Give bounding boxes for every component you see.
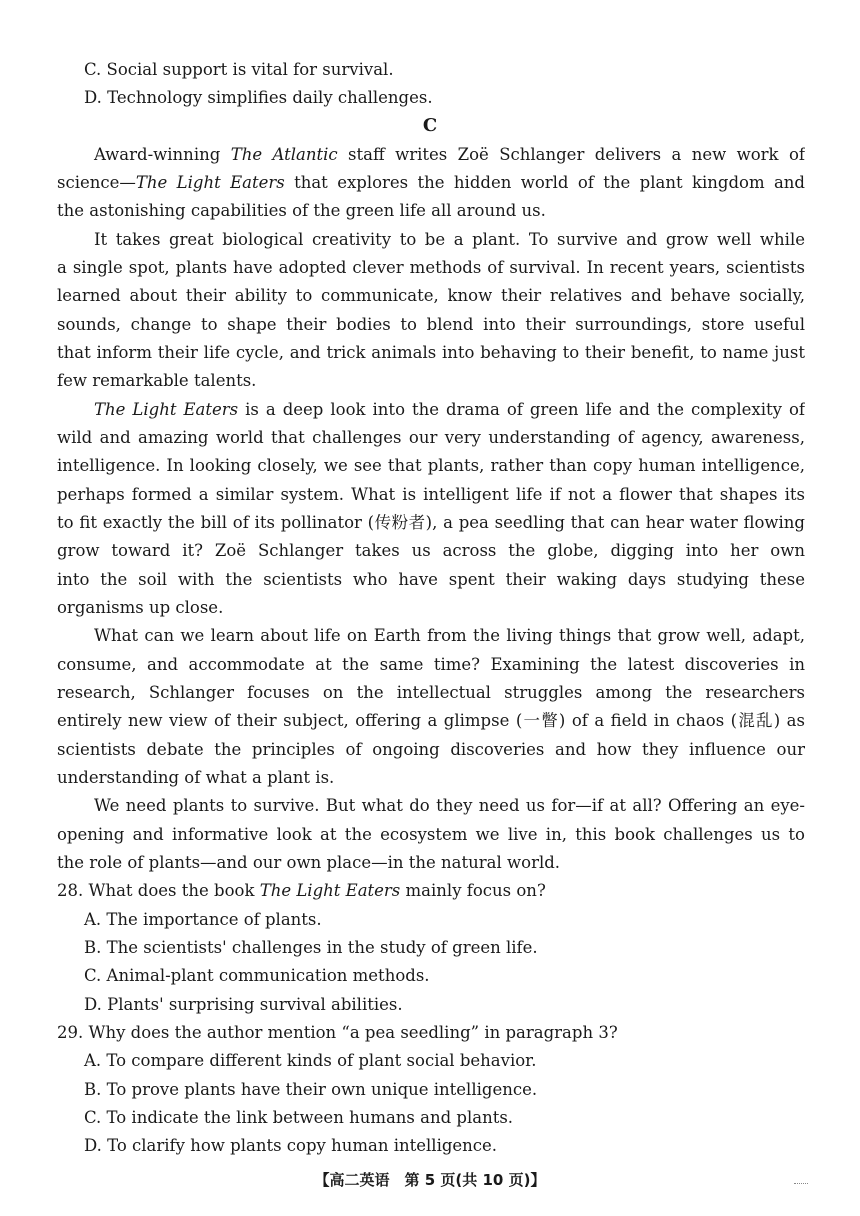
paragraph-4-line: understanding of what a plant is.: [57, 768, 335, 787]
corner-mark: [794, 1183, 808, 1186]
question-29-stem: 29. Why does the author mention “a pea seedling” in paragraph 3?: [57, 1023, 618, 1042]
paragraph-3-line: to fit exactly the bill of its pollinator (传粉者), a pea seedling that can hear water flowing: [57, 513, 805, 532]
paragraph-3-line: grow toward it? Zoë Schlanger takes us across the globe, digging into her own: [57, 541, 805, 560]
question-29-option-a: A. To compare different kinds of plant social behavior.: [84, 1051, 537, 1070]
paragraph-1-line: Award-winning The Atlantic staff writes Zoë Schlanger delivers a new work of: [94, 145, 805, 164]
paragraph-3-line: wild and amazing world that challenges our very understanding of agency, awareness,: [57, 428, 805, 447]
question-29-option-c: C. To indicate the link between humans and plants.: [84, 1108, 514, 1127]
question-28-stem: 28. What does the book The Light Eaters mainly focus on?: [57, 881, 546, 900]
paragraph-5-line: We need plants to survive. But what do they need us for—if at all? Offering an eye-: [94, 796, 805, 815]
paragraph-4-line: What can we learn about life on Earth from the living things that grow well, adapt,: [94, 626, 805, 645]
paragraph-2-line: It takes great biological creativity to be a plant. To survive and grow well while: [94, 230, 805, 249]
paragraph-2-line: few remarkable talents.: [57, 371, 257, 390]
section-label: C: [422, 115, 438, 136]
paragraph-3-line: intelligence. In looking closely, we see that plants, rather than copy human intelligence,: [57, 456, 805, 475]
page-footer: 【高二英语 第 5 页(共 10 页)】: [314, 1171, 546, 1189]
question-28-option-b: B. The scientists' challenges in the study of green life.: [84, 938, 538, 957]
question-29-option-d: D. To clarify how plants copy human intelligence.: [84, 1136, 498, 1155]
option-d-prev: D. Technology simplifies daily challenges.: [84, 88, 433, 107]
question-28-option-c: C. Animal-plant communication methods.: [84, 966, 430, 985]
paragraph-2-line: sounds, change to shape their bodies to blend into their surroundings, store useful: [57, 315, 805, 334]
option-c-prev: C. Social support is vital for survival.: [84, 60, 394, 79]
paragraph-3-line: organisms up close.: [57, 598, 224, 617]
paragraph-2-line: learned about their ability to communicate, know their relatives and behave socially,: [57, 286, 805, 305]
paragraph-4-line: scientists debate the principles of ongoing discoveries and how they influence our: [57, 740, 805, 759]
paragraph-5-line: the role of plants—and our own place—in the natural world.: [57, 853, 561, 872]
question-28-option-d: D. Plants' surprising survival abilities.: [84, 995, 403, 1014]
question-28-option-a: A. The importance of plants.: [84, 910, 322, 929]
paragraph-1-line: the astonishing capabilities of the green life all around us.: [57, 201, 546, 220]
paragraph-1-line: science—The Light Eaters that explores the hidden world of the plant kingdom and: [57, 173, 805, 192]
question-29-option-b: B. To prove plants have their own unique intelligence.: [84, 1080, 538, 1099]
paragraph-3-line: into the soil with the scientists who have spent their waking days studying these: [57, 570, 805, 589]
paragraph-5-line: opening and informative look at the ecosystem we live in, this book challenges us to: [57, 825, 805, 844]
paragraph-4-line: consume, and accommodate at the same time? Examining the latest discoveries in: [57, 655, 805, 674]
paragraph-3-line: The Light Eaters is a deep look into the drama of green life and the complexity of: [94, 400, 805, 419]
paragraph-2-line: that inform their life cycle, and trick animals into behaving to their benefit, to name just: [57, 343, 805, 362]
paragraph-2-line: a single spot, plants have adopted clever methods of survival. In recent years, scientists: [57, 258, 805, 277]
paragraph-3-line: perhaps formed a similar system. What is intelligent life if not a flower that shapes its: [57, 485, 805, 504]
paragraph-4-line: entirely new view of their subject, offering a glimpse (一瞥) of a field in chaos (混乱) as: [57, 711, 805, 730]
paragraph-4-line: research, Schlanger focuses on the intellectual struggles among the researchers: [57, 683, 805, 702]
